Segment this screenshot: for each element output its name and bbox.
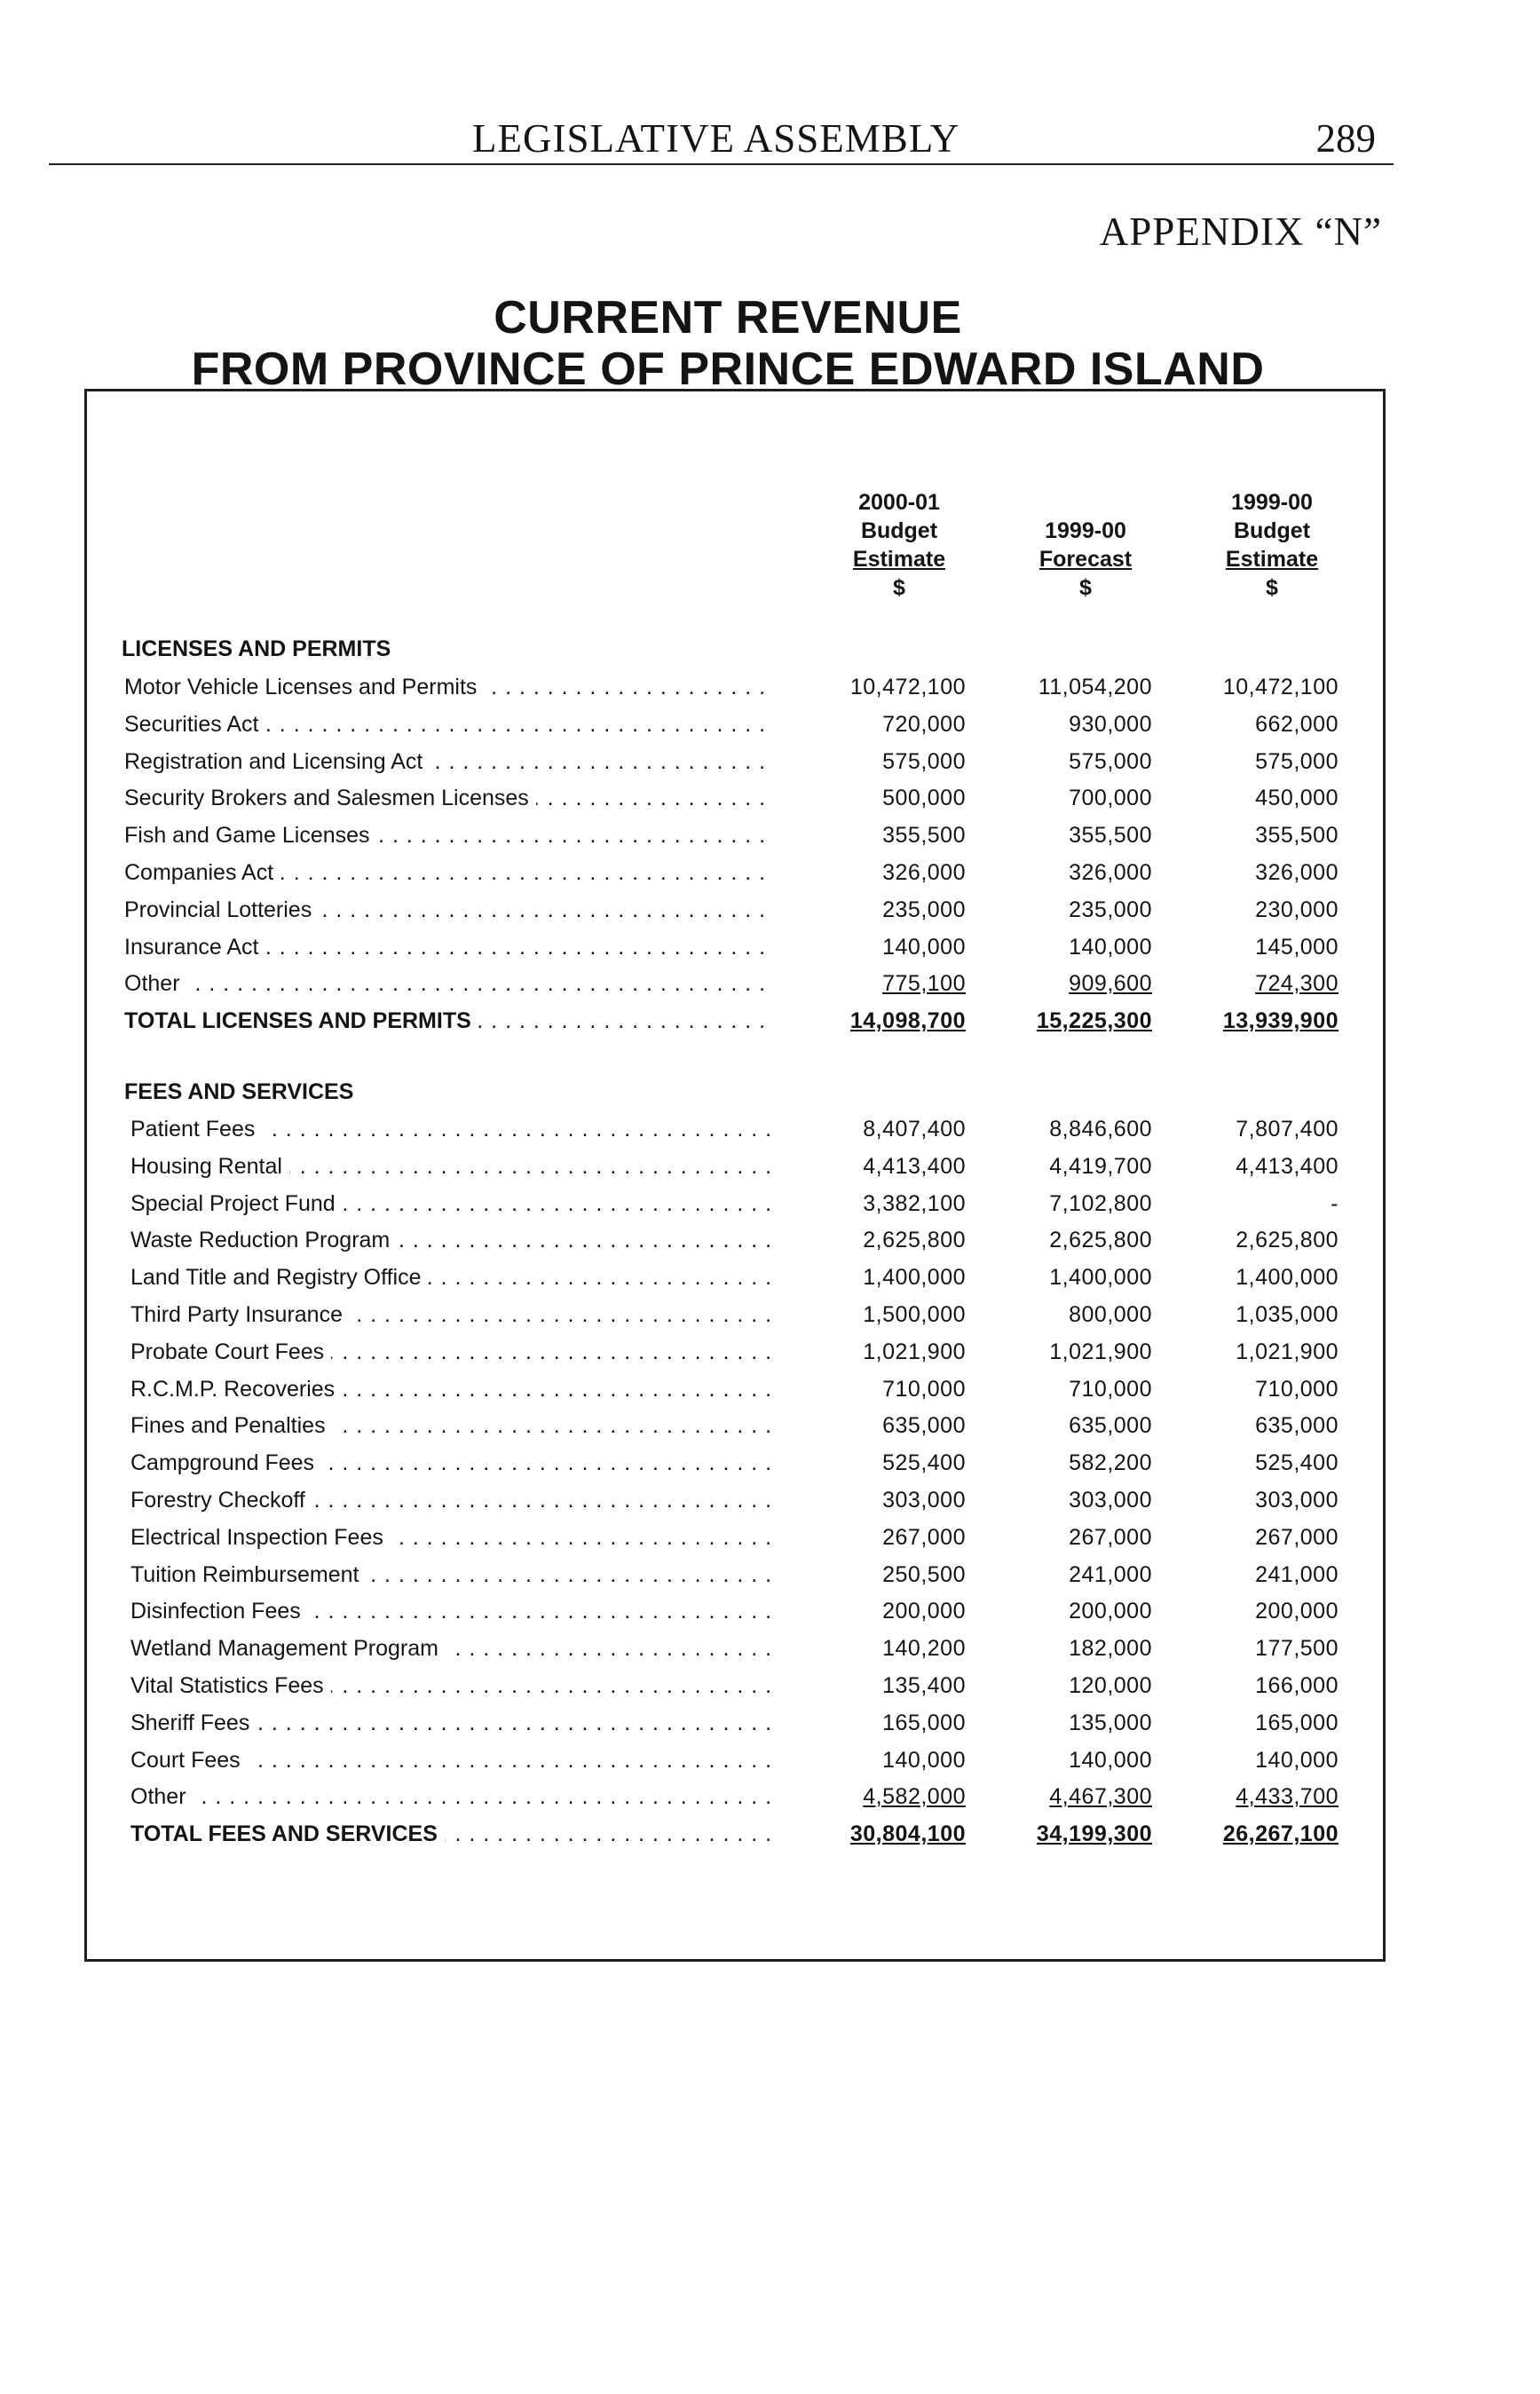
value: 662,000 [1255, 711, 1339, 737]
value: 4,582,000 [863, 1784, 966, 1810]
row-label: TOTAL LICENSES AND PERMITS [124, 1004, 478, 1038]
value: 140,200 [882, 1636, 966, 1662]
row-label: Land Title and Registry Office [130, 1260, 429, 1294]
table-row [0, 1187, 1540, 1221]
value-cell [797, 1260, 966, 1294]
value: 700,000 [1069, 786, 1152, 811]
value: 930,000 [1069, 711, 1152, 737]
value: 355,500 [1255, 823, 1339, 849]
value-cell [797, 1112, 966, 1146]
value-cell [983, 930, 1152, 964]
value: 140,000 [882, 1747, 966, 1773]
row-label: Other [130, 1780, 193, 1813]
value-cell [983, 893, 1152, 927]
value: 235,000 [882, 897, 966, 922]
table-row [0, 856, 1540, 889]
value: 140,000 [1069, 1747, 1152, 1773]
value-cell [797, 1335, 966, 1369]
value-cell [1170, 967, 1339, 1000]
value-cell [797, 1706, 966, 1740]
row-label: Provincial Lotteries [124, 893, 319, 927]
row-label-cell [130, 1558, 778, 1592]
table-row [0, 1446, 1540, 1480]
value: 10,472,100 [849, 675, 966, 699]
value: 710,000 [1069, 1376, 1152, 1402]
value: 135,000 [1069, 1710, 1152, 1735]
row-label: Campground Fees [130, 1446, 321, 1480]
value: 1,400,000 [1049, 1265, 1152, 1291]
appendix-label: APPENDIX “N” [1099, 209, 1382, 254]
value: 200,000 [1069, 1599, 1152, 1624]
value: 4,413,400 [1236, 1153, 1339, 1179]
value: 1,021,900 [863, 1339, 966, 1364]
value: 635,000 [882, 1413, 966, 1439]
row-label-cell [130, 1706, 778, 1740]
value: 724,300 [1255, 971, 1339, 997]
value-cell [1170, 893, 1339, 927]
value: 1,021,900 [1049, 1339, 1152, 1364]
value: 235,000 [1069, 897, 1152, 922]
value-cell [797, 745, 966, 778]
value-cell [1170, 1187, 1339, 1221]
value-cell [983, 1669, 1152, 1703]
value: 26,267,100 [1222, 1821, 1339, 1847]
value-cell [797, 1298, 966, 1331]
value: 800,000 [1069, 1302, 1152, 1327]
row-label-cell [130, 1521, 778, 1554]
row-label-cell [130, 1260, 778, 1294]
row-label-cell [124, 745, 772, 778]
value: 775,100 [882, 971, 966, 997]
value: 2,625,800 [1236, 1228, 1339, 1253]
value-cell [983, 1150, 1152, 1183]
section-title-licenses: LICENSES AND PERMITS [122, 636, 391, 661]
value-cell [983, 1521, 1152, 1554]
value: 4,467,300 [1049, 1784, 1152, 1810]
value: 303,000 [882, 1488, 966, 1513]
value: 10,472,100 [1222, 675, 1339, 699]
value-cell [1170, 1260, 1339, 1294]
value-cell [1170, 1521, 1339, 1554]
value-cell [983, 1706, 1152, 1740]
value-cell [983, 1446, 1152, 1480]
value-cell [983, 781, 1152, 815]
value-cell [1170, 745, 1339, 778]
value-cell [797, 781, 966, 815]
value-cell [1170, 1004, 1339, 1038]
table-row [0, 1409, 1540, 1442]
value-cell [797, 1446, 966, 1480]
running-header [49, 115, 1394, 165]
row-label: TOTAL FEES AND SERVICES [130, 1817, 445, 1851]
value: 3,382,100 [863, 1190, 966, 1216]
value-cell [1170, 1706, 1339, 1740]
row-label: Court Fees [130, 1743, 248, 1777]
value: 582,200 [1069, 1450, 1152, 1476]
value: 575,000 [1069, 748, 1152, 774]
value: 450,000 [1255, 786, 1339, 811]
value: 4,413,400 [863, 1153, 966, 1179]
row-label: Tuition Reimbursement [130, 1558, 367, 1592]
row-label: Companies Act [124, 856, 280, 889]
value-cell [1170, 818, 1339, 852]
value: 267,000 [1069, 1524, 1152, 1550]
value: 250,500 [882, 1561, 966, 1587]
value: 710,000 [1255, 1376, 1339, 1402]
value-cell [983, 1004, 1152, 1038]
row-label-cell [124, 967, 772, 1000]
table-row [0, 967, 1540, 1000]
table-row [0, 1223, 1540, 1257]
value: 140,000 [882, 934, 966, 960]
page-title-line-2: FROM PROVINCE OF PRINCE EDWARD ISLAND [191, 344, 1265, 395]
row-label: Fish and Game Licenses [124, 818, 377, 852]
row-label-cell [130, 1483, 778, 1517]
column-header-line: Estimate [852, 547, 946, 572]
value-cell [983, 818, 1152, 852]
value-cell [797, 967, 966, 1000]
row-label-cell [130, 1187, 778, 1221]
row-label: Housing Rental [130, 1150, 289, 1183]
value: 303,000 [1069, 1488, 1152, 1513]
value: 525,400 [882, 1450, 966, 1476]
row-label-cell [130, 1335, 778, 1369]
value: 165,000 [882, 1710, 966, 1735]
row-label: Disinfection Fees [130, 1594, 308, 1628]
value: 200,000 [1255, 1599, 1339, 1624]
value-cell [983, 670, 1152, 704]
row-label-cell [130, 1372, 778, 1406]
table-row [0, 1335, 1540, 1369]
value-cell [983, 1298, 1152, 1331]
row-label: Patient Fees [130, 1112, 262, 1146]
value-cell [797, 893, 966, 927]
row-label: Other [124, 967, 187, 1000]
row-label: Security Brokers and Salesmen Licenses [124, 781, 536, 815]
column-header-line: Budget [1233, 518, 1311, 543]
table-row [0, 707, 1540, 741]
value: 635,000 [1069, 1413, 1152, 1439]
value-cell [1170, 1780, 1339, 1813]
value-cell [1170, 930, 1339, 964]
row-label: Vital Statistics Fees [130, 1669, 331, 1703]
table-row [0, 893, 1540, 927]
table-row [0, 1594, 1540, 1628]
value-cell [983, 1112, 1152, 1146]
row-label-cell [130, 1743, 778, 1777]
row-label: Electrical Inspection Fees [130, 1521, 391, 1554]
value-cell [1170, 707, 1339, 741]
value-cell [797, 1187, 966, 1221]
value: 13,939,900 [1222, 1008, 1339, 1034]
value: 4,419,700 [1049, 1153, 1152, 1179]
table-row [0, 1780, 1540, 1813]
value-cell [1170, 1298, 1339, 1331]
value: 182,000 [1069, 1636, 1152, 1662]
value-cell [797, 1409, 966, 1442]
table-row [0, 1521, 1540, 1554]
column-header-unit: $ [1079, 575, 1092, 600]
row-label-cell [124, 707, 772, 741]
row-label: Probate Court Fees [130, 1335, 331, 1369]
value-cell [797, 1223, 966, 1257]
value: 575,000 [882, 748, 966, 774]
table-row [0, 781, 1540, 815]
table-row [0, 1298, 1540, 1331]
table-row [0, 1150, 1540, 1183]
value-cell [1170, 1817, 1339, 1851]
value: 575,000 [1255, 748, 1339, 774]
value: 241,000 [1069, 1561, 1152, 1587]
page-number: 289 [1315, 116, 1376, 161]
value: 14,098,700 [849, 1008, 966, 1034]
table-row [0, 745, 1540, 778]
column-header-unit: $ [1266, 575, 1278, 600]
table-row [0, 1260, 1540, 1294]
value: 230,000 [1255, 897, 1339, 922]
column-header-line: Estimate [1225, 547, 1319, 572]
row-label: Motor Vehicle Licenses and Permits [124, 670, 484, 704]
table-row [0, 1483, 1540, 1517]
value-cell [797, 818, 966, 852]
value-cell [797, 1817, 966, 1851]
value: 267,000 [1255, 1524, 1339, 1550]
value: 909,600 [1069, 971, 1152, 997]
value: 710,000 [882, 1376, 966, 1402]
value-cell [1170, 1669, 1339, 1703]
row-label: Third Party Insurance [130, 1298, 350, 1331]
value: 1,021,900 [1236, 1339, 1339, 1364]
column-header-line: Budget [860, 518, 938, 543]
value-cell [1170, 1372, 1339, 1406]
row-label-cell [124, 670, 772, 704]
value: 30,804,100 [849, 1821, 966, 1847]
value: 200,000 [882, 1599, 966, 1624]
running-title: LEGISLATIVE ASSEMBLY [472, 116, 960, 161]
row-label-cell [130, 1669, 778, 1703]
value: 8,407,400 [863, 1117, 966, 1142]
value-cell [797, 1521, 966, 1554]
value-cell [1170, 1446, 1339, 1480]
section-title-fees: FEES AND SERVICES [124, 1079, 354, 1104]
value-cell [1170, 670, 1339, 704]
value-cell [797, 1483, 966, 1517]
total-row [0, 1817, 1540, 1851]
value: 241,000 [1255, 1561, 1339, 1587]
value: 1,400,000 [863, 1265, 966, 1291]
value-cell [983, 1632, 1152, 1665]
table-row [0, 670, 1540, 704]
value-cell [797, 1669, 966, 1703]
value: 15,225,300 [1036, 1008, 1152, 1034]
value: 1,035,000 [1236, 1302, 1339, 1327]
value-cell [983, 856, 1152, 889]
value-cell [983, 1594, 1152, 1628]
column-header-line [1010, 488, 1161, 517]
table-row [0, 930, 1540, 964]
row-label: Securities Act [124, 707, 265, 741]
row-label: Waste Reduction Program [130, 1223, 397, 1257]
table-row [0, 1558, 1540, 1592]
row-label-cell [130, 1780, 778, 1813]
table-row [0, 1632, 1540, 1665]
row-label-cell [130, 1150, 778, 1183]
value-cell [797, 1743, 966, 1777]
column-header-2000-01-budget [824, 488, 975, 602]
value-cell [983, 1817, 1152, 1851]
row-label-cell [130, 1223, 778, 1257]
value-cell [983, 1187, 1152, 1221]
value-cell [1170, 1223, 1339, 1257]
row-label-cell [130, 1298, 778, 1331]
row-label-cell [130, 1594, 778, 1628]
column-header-1999-00-forecast [1010, 488, 1161, 602]
row-label: Forestry Checkoff [130, 1483, 312, 1517]
row-label-cell [130, 1632, 778, 1665]
value-cell [1170, 1632, 1339, 1665]
value: 165,000 [1255, 1710, 1339, 1735]
value: 140,000 [1255, 1747, 1339, 1773]
value-cell [983, 745, 1152, 778]
value: 177,500 [1255, 1636, 1339, 1662]
table-row [0, 1669, 1540, 1703]
value-cell [1170, 1335, 1339, 1369]
row-label-cell [124, 893, 772, 927]
value: 166,000 [1255, 1673, 1339, 1698]
table-row [0, 818, 1540, 852]
value-cell [1170, 1743, 1339, 1777]
value-cell [1170, 856, 1339, 889]
value: 140,000 [1069, 934, 1152, 960]
value: 303,000 [1255, 1488, 1339, 1513]
row-label-cell [124, 856, 772, 889]
value-cell [983, 1558, 1152, 1592]
row-label-cell [130, 1112, 778, 1146]
value: 635,000 [1255, 1413, 1339, 1439]
value: 326,000 [1255, 860, 1339, 885]
total-row [0, 1004, 1540, 1038]
value: 7,807,400 [1236, 1117, 1339, 1142]
value: 2,625,800 [1049, 1228, 1152, 1253]
value: - [1331, 1190, 1339, 1216]
table-row [0, 1372, 1540, 1406]
value: 355,500 [1069, 823, 1152, 849]
value-cell [797, 856, 966, 889]
value-cell [1170, 1594, 1339, 1628]
value: 8,846,600 [1049, 1117, 1152, 1142]
table-row [0, 1112, 1540, 1146]
column-header-line: 1999-00 [1045, 518, 1126, 543]
column-header-line: 2000-01 [858, 490, 940, 515]
value: 355,500 [882, 823, 966, 849]
row-label-cell [130, 1446, 778, 1480]
value-cell [983, 707, 1152, 741]
value-cell [797, 670, 966, 704]
value: 120,000 [1069, 1673, 1152, 1698]
row-label-cell [124, 930, 772, 964]
value-cell [1170, 1150, 1339, 1183]
row-label: Registration and Licensing Act [124, 745, 430, 778]
value: 145,000 [1255, 934, 1339, 960]
value-cell [1170, 781, 1339, 815]
row-label: R.C.M.P. Recoveries [130, 1372, 342, 1406]
value-cell [983, 1743, 1152, 1777]
table-row [0, 1706, 1540, 1740]
row-label: Wetland Management Program [130, 1632, 446, 1665]
page-title-line-1: CURRENT REVENUE [494, 292, 962, 344]
value-cell [983, 1372, 1152, 1406]
value: 4,433,700 [1236, 1784, 1339, 1810]
value-cell [797, 1594, 966, 1628]
value-cell [1170, 1112, 1339, 1146]
value-cell [1170, 1483, 1339, 1517]
value-cell [983, 1335, 1152, 1369]
value-cell [983, 1409, 1152, 1442]
value: 326,000 [882, 860, 966, 885]
value-cell [797, 1780, 966, 1813]
value: 11,054,200 [1038, 675, 1152, 699]
value-cell [983, 1260, 1152, 1294]
row-label-cell [124, 1004, 772, 1038]
value: 34,199,300 [1036, 1821, 1152, 1847]
row-label: Insurance Act [124, 930, 265, 964]
value: 720,000 [882, 711, 966, 737]
value-cell [797, 1558, 966, 1592]
column-header-1999-00-budget [1196, 488, 1347, 602]
value: 2,625,800 [863, 1228, 966, 1253]
value-cell [797, 930, 966, 964]
row-label-cell [124, 818, 772, 852]
value: 1,400,000 [1236, 1265, 1339, 1291]
value: 1,500,000 [863, 1302, 966, 1327]
value-cell [1170, 1409, 1339, 1442]
value-cell [983, 967, 1152, 1000]
row-label: Fines and Penalties [130, 1409, 333, 1442]
value-cell [797, 1150, 966, 1183]
row-label-cell [124, 781, 772, 815]
column-header-unit: $ [893, 575, 905, 600]
value: 525,400 [1255, 1450, 1339, 1476]
column-header-line: Forecast [1039, 547, 1133, 572]
row-label-cell [130, 1409, 778, 1442]
value: 7,102,800 [1049, 1190, 1152, 1216]
row-label-cell [130, 1817, 778, 1851]
value: 326,000 [1069, 860, 1152, 885]
value-cell [797, 707, 966, 741]
table-row [0, 1743, 1540, 1777]
value-cell [797, 1004, 966, 1038]
value-cell [797, 1372, 966, 1406]
value-cell [1170, 1558, 1339, 1592]
value: 267,000 [882, 1524, 966, 1550]
value: 135,400 [882, 1673, 966, 1698]
row-label: Sheriff Fees [130, 1706, 257, 1740]
column-header-line: 1999-00 [1231, 490, 1313, 515]
value: 500,000 [882, 786, 966, 811]
value-cell [983, 1223, 1152, 1257]
value-cell [983, 1483, 1152, 1517]
value-cell [983, 1780, 1152, 1813]
row-label: Special Project Fund [130, 1187, 343, 1221]
value-cell [797, 1632, 966, 1665]
